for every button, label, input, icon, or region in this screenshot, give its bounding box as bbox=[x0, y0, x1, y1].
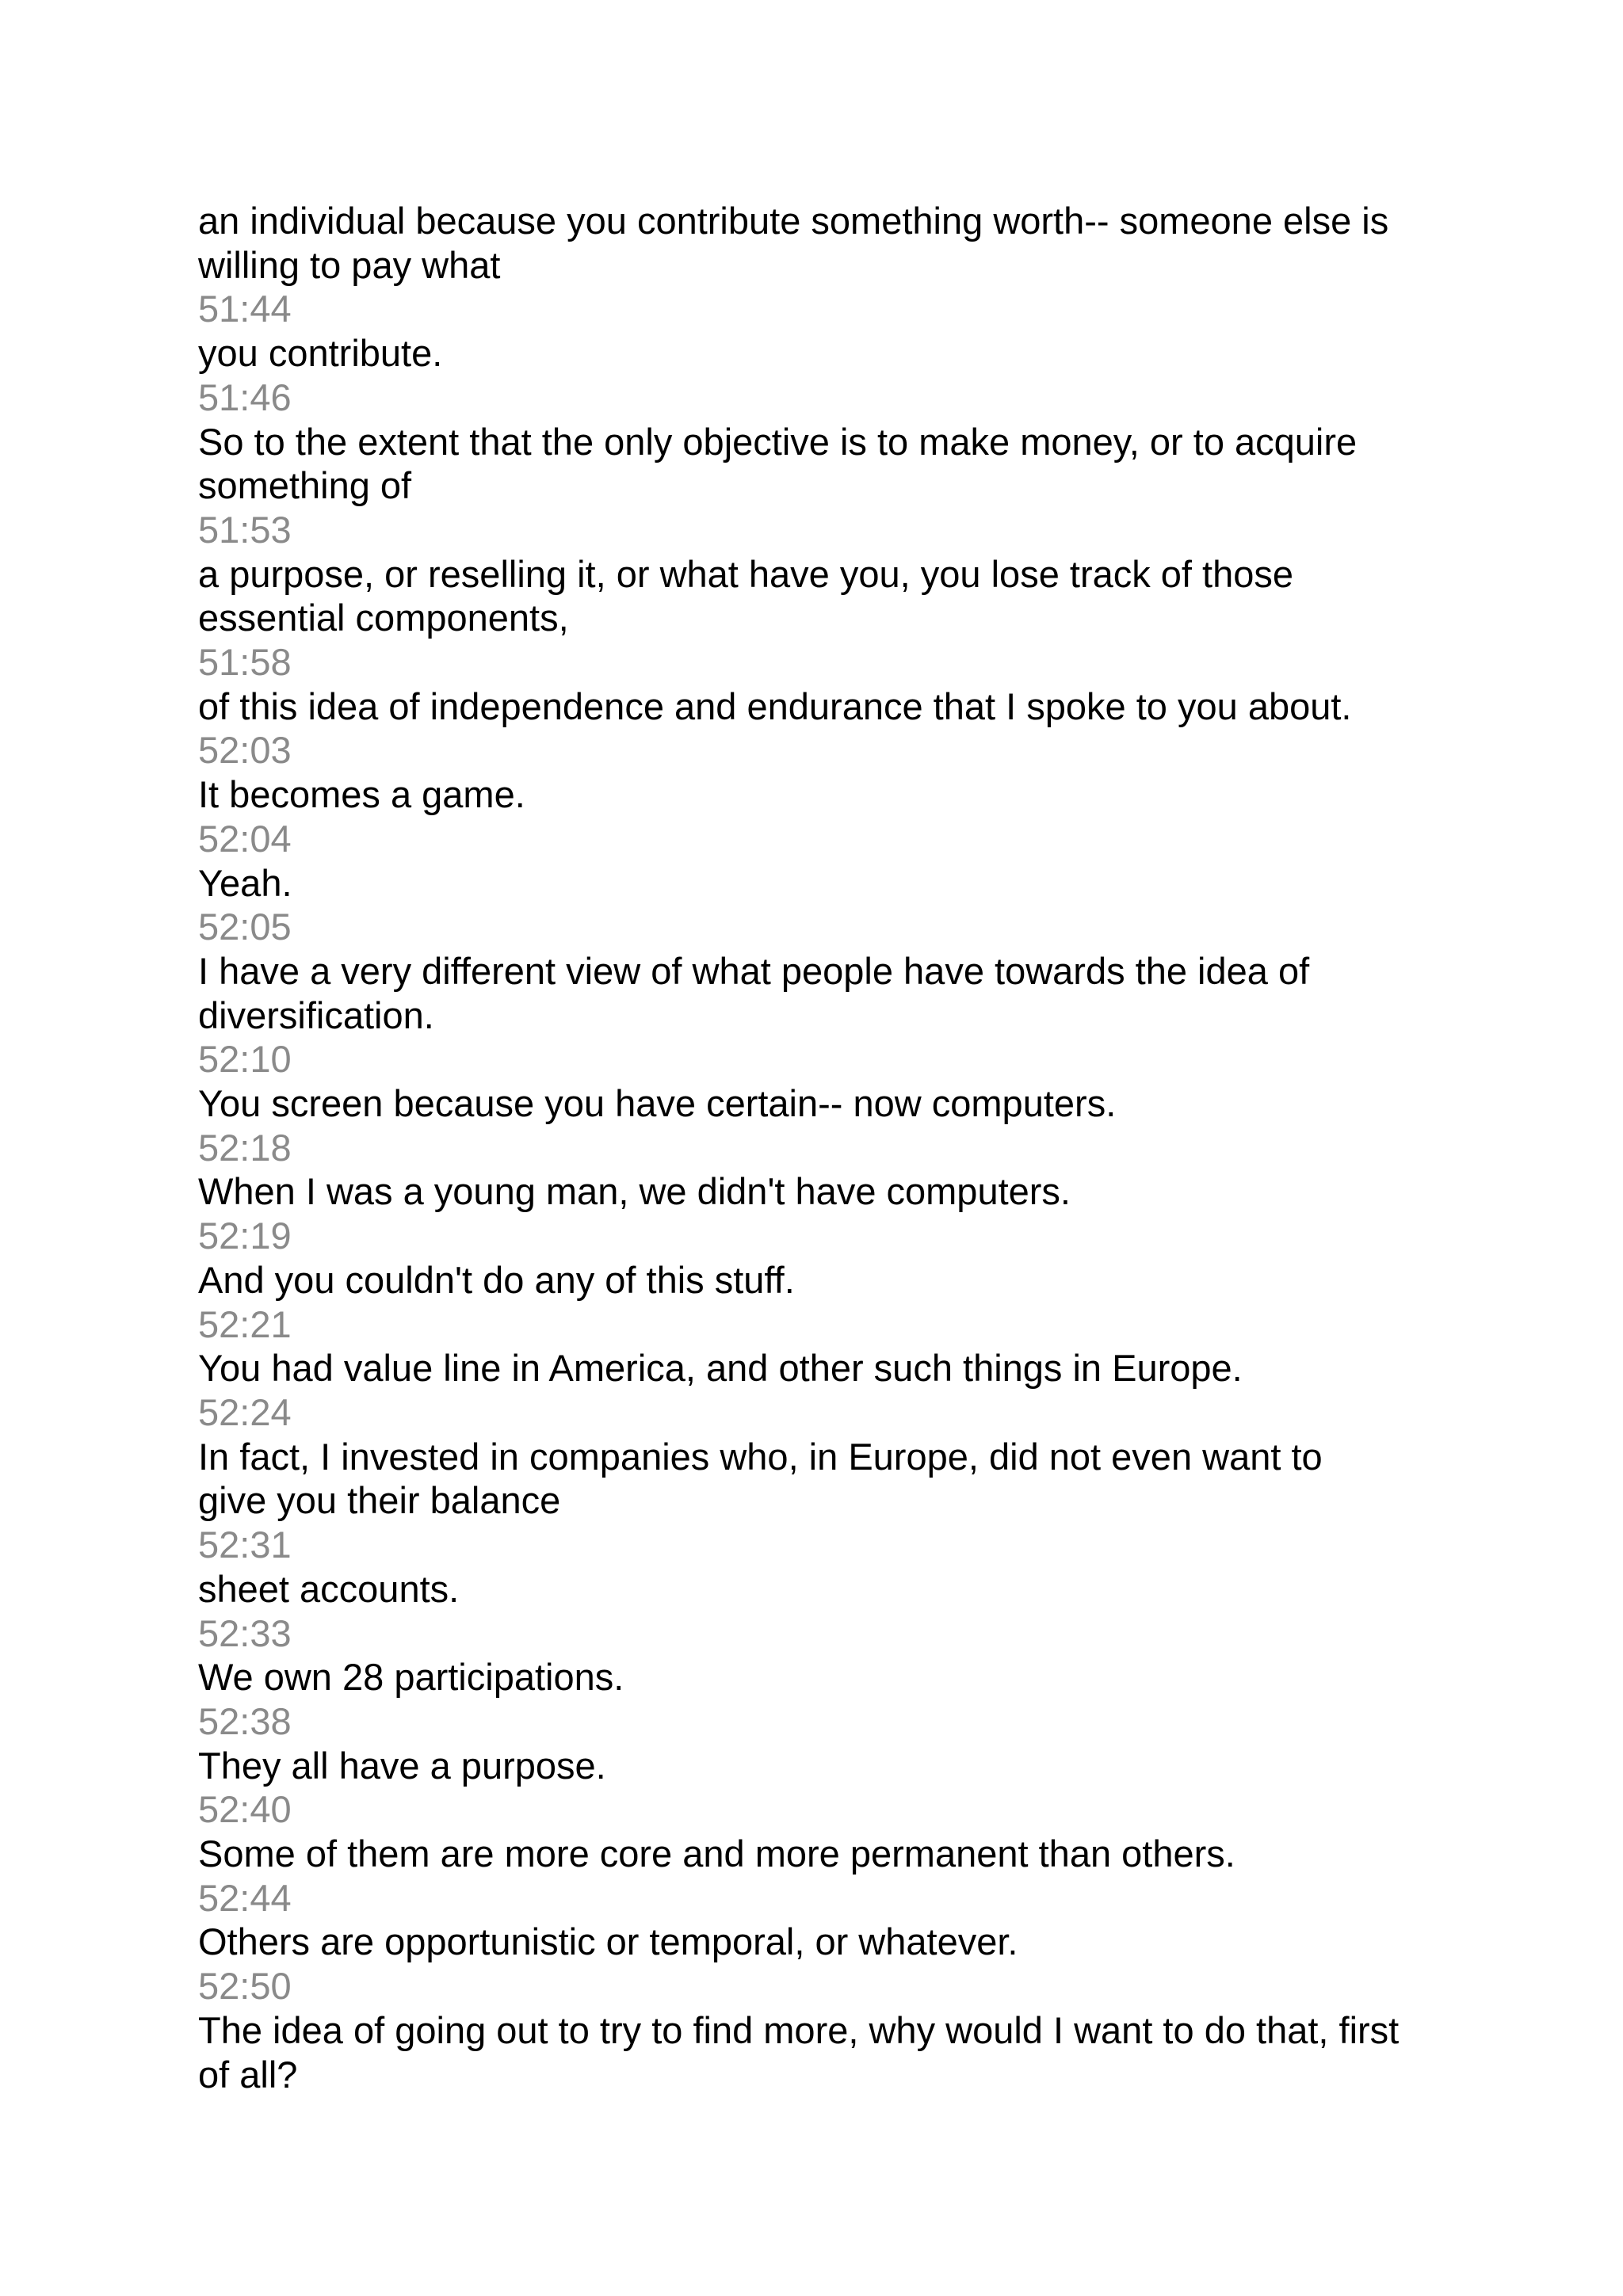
transcript-entry bbox=[198, 1787, 1450, 1875]
transcript-entry bbox=[198, 1302, 1450, 1390]
transcript-line: essential components, bbox=[198, 597, 569, 639]
transcript-entry bbox=[198, 905, 1450, 1037]
transcript-entry bbox=[198, 1037, 1450, 1125]
transcript-entry bbox=[198, 1126, 1450, 1214]
transcript-entry bbox=[198, 1876, 1450, 1964]
timestamp: 52:05 bbox=[198, 906, 292, 948]
transcript-line: When I was a young man, we didn't have computers. bbox=[198, 1170, 1071, 1213]
transcript-entry bbox=[198, 817, 1450, 905]
transcript-entry bbox=[198, 1390, 1450, 1523]
transcript-line: diversification. bbox=[198, 994, 434, 1036]
transcript-entry bbox=[198, 640, 1450, 728]
transcript-line: of all? bbox=[198, 2053, 298, 2096]
transcript-line: willing to pay what bbox=[198, 243, 501, 286]
transcript-line: give you their balance bbox=[198, 1479, 561, 1522]
transcript-line: you contribute. bbox=[198, 332, 443, 375]
transcript-line: You had value line in America, and other such things in Europe. bbox=[198, 1347, 1243, 1390]
transcript-entry bbox=[198, 1523, 1450, 1611]
timestamp: 52:44 bbox=[198, 1876, 292, 1919]
timestamp: 52:33 bbox=[198, 1611, 292, 1654]
transcript-entry bbox=[198, 1964, 1450, 2096]
transcript-line: And you couldn't do any of this stuff. bbox=[198, 1258, 795, 1301]
timestamp: 51:58 bbox=[198, 641, 292, 684]
transcript-line: Others are opportunistic or temporal, or whatever. bbox=[198, 1920, 1018, 1963]
transcript-line: You screen because you have certain-- now computers. bbox=[198, 1082, 1117, 1125]
transcript-line: an individual because you contribute something worth-- someone else is bbox=[198, 200, 1389, 242]
transcript-line: We own 28 participations. bbox=[198, 1656, 624, 1699]
transcript-entry bbox=[198, 199, 1450, 287]
transcript-line: It becomes a game. bbox=[198, 773, 525, 816]
transcript-line: They all have a purpose. bbox=[198, 1744, 606, 1787]
transcript-entry bbox=[198, 1611, 1450, 1699]
timestamp: 52:04 bbox=[198, 817, 292, 860]
timestamp: 51:44 bbox=[198, 288, 292, 330]
timestamp: 52:19 bbox=[198, 1215, 292, 1257]
transcript-line: a purpose, or reselling it, or what have you, you lose track of those bbox=[198, 552, 1294, 595]
transcript-line: The idea of going out to try to find more, why would I want to do that, first bbox=[198, 2008, 1400, 2051]
timestamp: 52:40 bbox=[198, 1788, 292, 1831]
transcript-line: something of bbox=[198, 464, 412, 507]
transcript-entry bbox=[198, 376, 1450, 508]
transcript-entry bbox=[198, 287, 1450, 375]
transcript-line: Yeah. bbox=[198, 861, 292, 904]
timestamp: 52:03 bbox=[198, 729, 292, 772]
transcript-line: So to the extent that the only objective is to make money, or to acquire bbox=[198, 420, 1358, 463]
transcript-entry bbox=[198, 508, 1450, 640]
timestamp: 52:21 bbox=[198, 1302, 292, 1345]
timestamp: 52:50 bbox=[198, 1965, 292, 2008]
transcript-entry bbox=[198, 1699, 1450, 1787]
transcript-line: Some of them are more core and more permanent than others. bbox=[198, 1833, 1235, 1875]
timestamp: 51:46 bbox=[198, 376, 292, 418]
timestamp: 52:18 bbox=[198, 1126, 292, 1169]
timestamp: 52:24 bbox=[198, 1390, 292, 1433]
transcript-page bbox=[198, 199, 1450, 2096]
transcript-line: In fact, I invested in companies who, in Europe, did not even want to bbox=[198, 1435, 1323, 1478]
transcript-line: I have a very different view of what people have towards the idea of bbox=[198, 949, 1310, 992]
timestamp: 52:10 bbox=[198, 1038, 292, 1081]
timestamp: 51:53 bbox=[198, 508, 292, 551]
transcript-line: sheet accounts. bbox=[198, 1567, 460, 1610]
transcript-entry bbox=[198, 728, 1450, 816]
transcript-entry bbox=[198, 1214, 1450, 1302]
transcript-line: of this idea of independence and endurance that I spoke to you about. bbox=[198, 685, 1352, 727]
timestamp: 52:31 bbox=[198, 1524, 292, 1566]
timestamp: 52:38 bbox=[198, 1699, 292, 1742]
